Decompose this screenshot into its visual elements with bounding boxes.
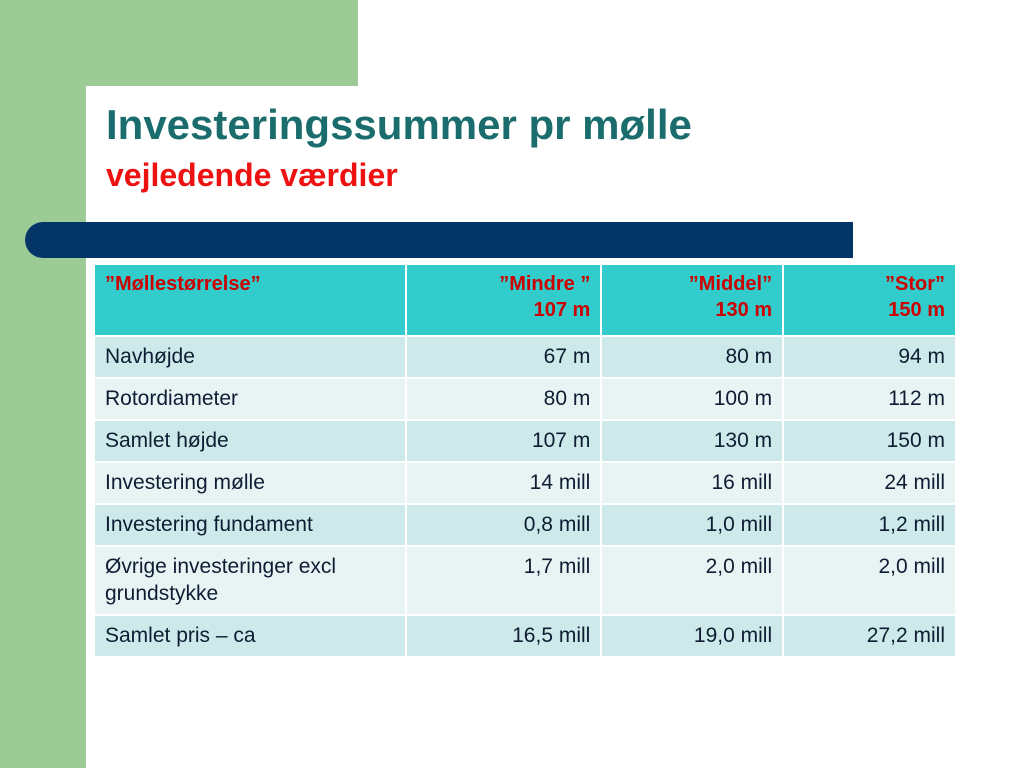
table-row xyxy=(95,505,955,545)
header-medium-label: ”Middel” xyxy=(688,273,773,295)
table-row xyxy=(95,379,955,419)
row-value-small: 14 mill xyxy=(407,463,600,503)
row-label: Øvrige investeringer excl grundstykke xyxy=(95,547,405,614)
row-value-small: 1,7 mill xyxy=(407,547,600,614)
row-label: Navhøjde xyxy=(95,337,405,377)
row-value-large: 94 m xyxy=(784,337,955,377)
top-decoration-band xyxy=(0,0,358,86)
row-label: Samlet højde xyxy=(95,421,405,461)
row-label: Investering fundament xyxy=(95,505,405,545)
row-value-medium: 80 m xyxy=(602,337,782,377)
row-value-medium: 19,0 mill xyxy=(602,616,782,656)
table-row xyxy=(95,421,955,461)
row-value-large: 1,2 mill xyxy=(784,505,955,545)
row-value-medium: 16 mill xyxy=(602,463,782,503)
header-medium-height: 130 m xyxy=(715,299,773,321)
slide-subtitle: vejledende værdier xyxy=(106,157,398,193)
row-value-large: 27,2 mill xyxy=(784,616,955,656)
header-large-label: ”Stor” xyxy=(885,273,945,295)
row-value-small: 80 m xyxy=(407,379,600,419)
row-value-medium: 130 m xyxy=(602,421,782,461)
row-value-large: 150 m xyxy=(784,421,955,461)
row-value-large: 2,0 mill xyxy=(784,547,955,614)
row-label: Rotordiameter xyxy=(95,379,405,419)
row-value-medium: 100 m xyxy=(602,379,782,419)
header-large xyxy=(784,265,955,335)
row-value-medium: 1,0 mill xyxy=(602,505,782,545)
header-small-label: ”Mindre ” xyxy=(499,273,591,295)
header-large-height: 150 m xyxy=(888,299,945,321)
table-header-row xyxy=(95,265,955,335)
row-value-large: 24 mill xyxy=(784,463,955,503)
table-row xyxy=(95,616,955,656)
row-value-small: 107 m xyxy=(407,421,600,461)
divider-bar xyxy=(25,222,853,258)
row-value-medium: 2,0 mill xyxy=(602,547,782,614)
row-value-small: 67 m xyxy=(407,337,600,377)
row-value-small: 16,5 mill xyxy=(407,616,600,656)
slide-title: Investeringssummer pr mølle xyxy=(106,101,692,148)
table-row xyxy=(95,463,955,503)
header-small-height: 107 m xyxy=(533,299,591,321)
table-row xyxy=(95,337,955,377)
table-row xyxy=(95,547,955,614)
row-label: Samlet pris – ca xyxy=(95,616,405,656)
row-value-large: 112 m xyxy=(784,379,955,419)
header-small xyxy=(407,265,600,335)
row-value-small: 0,8 mill xyxy=(407,505,600,545)
row-label: Investering mølle xyxy=(95,463,405,503)
investment-table xyxy=(93,263,957,658)
side-decoration-band xyxy=(0,0,86,768)
header-size xyxy=(95,265,405,335)
header-medium xyxy=(602,265,782,335)
header-size-label: ”Møllestørrelse” xyxy=(105,273,261,295)
